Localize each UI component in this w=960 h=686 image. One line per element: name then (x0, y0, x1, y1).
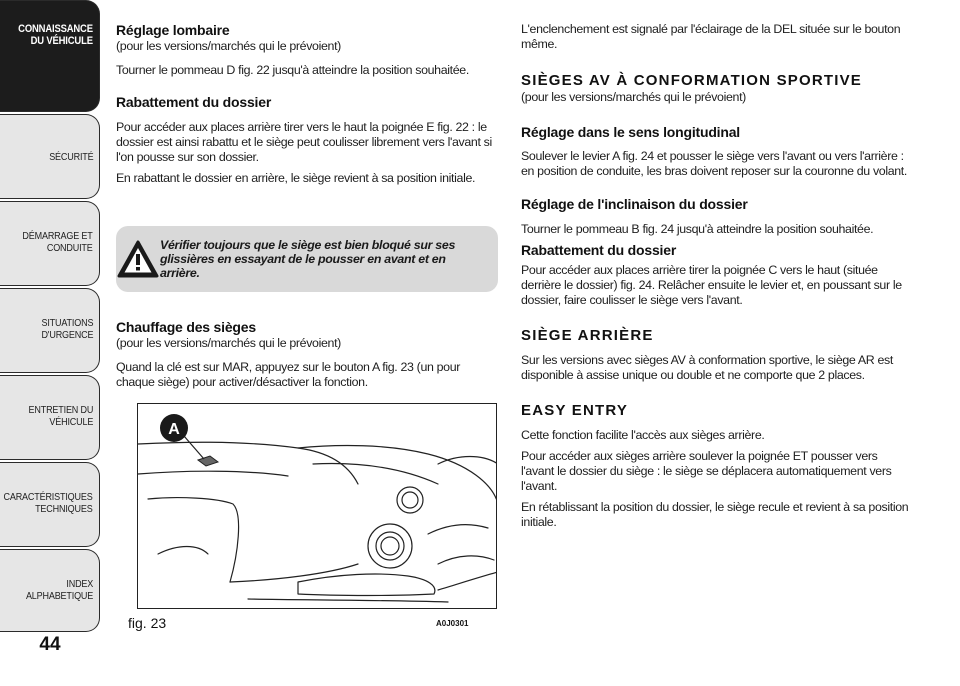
figure-caption: fig. 23 (128, 615, 167, 631)
heading-longitudinal: Réglage dans le sens longitudinal (521, 124, 740, 140)
fold-text-1: Pour accéder aux places arrière tirer vers le haut la poignée E fig. 22 : le dossier est ainsi rabattu et le siège peut coulisser librement vers l'avant si l'on pousse sur son dossier. (116, 120, 492, 164)
heating-subtitle: (pour les versions/marchés qui le prévoient) (116, 336, 341, 350)
figure-23-seat-illustration (137, 403, 497, 609)
recline-text: Tourner le pommeau B fig. 24 jusqu'à atteindre la position souhaitée. (521, 222, 874, 236)
heading-easy-entry: EASY ENTRY (521, 402, 629, 419)
fold-right-text: Pour accéder aux places arrière tirer la poignée C vers le haut (située derrière le dossier) fig. 24. Relâcher ensuite le levier et, en poussant sur le dossier, faire coulisser le siège vers l'avant. (521, 263, 902, 307)
tab-situations-d-urgence[interactable] (0, 288, 100, 373)
tab-label: INDEX ALPHABETIQUE (25, 578, 93, 602)
easy-entry-text-2: Pour accéder aux sièges arrière soulever la poignée ET pousser vers l'avant le dossier du siège : le siège se déplacera automatiquement vers l'avant. (521, 449, 892, 493)
left-column-lower (116, 319, 500, 390)
tab-label: CONNAISSANCE DU VÉHICULE (18, 23, 93, 47)
figure-code: A0J0301 (436, 619, 469, 628)
heading-heating: Chauffage des sièges (116, 319, 256, 335)
heading-fold: Rabattement du dossier (116, 94, 272, 110)
chapter-tabs (0, 0, 100, 686)
tab-label: DÉMARRAGE ET CONDUITE (22, 230, 93, 254)
sport-subtitle: (pour les versions/marchés qui le prévoient) (521, 90, 746, 104)
easy-entry-text-3: En rétablissant la position du dossier, le siège recule et revient à sa position initiale. (521, 500, 909, 529)
tab-index-alphabetique[interactable] (0, 549, 100, 632)
rear-seat-text: Sur les versions avec sièges AV à conformation sportive, le siège AR est disponible à assise unique ou double et ne comporte que 2 places. (521, 353, 893, 382)
warning-box (116, 226, 498, 292)
heading-fold-right: Rabattement du dossier (521, 242, 677, 258)
tab-caracteristiques-techniques[interactable] (0, 462, 100, 547)
heading-lumbar: Réglage lombaire (116, 22, 230, 38)
led-intro-text: L'enclenchement est signalé par l'éclairage de la DEL située sur le bouton même. (521, 22, 901, 51)
seat-drawing (138, 404, 497, 609)
heading-sport-seats: SIÈGES AV À CONFORMATION SPORTIVE (521, 72, 863, 89)
heading-rear-seat: SIÈGE ARRIÈRE (521, 327, 654, 344)
lumbar-subtitle: (pour les versions/marchés qui le prévoient) (116, 39, 341, 53)
lumbar-text: Tourner le pommeau D fig. 22 jusqu'à atteindre la position souhaitée. (116, 63, 469, 77)
figure-marker-a: A (168, 421, 180, 438)
warning-text: Vérifier toujours que le siège est bien bloqué sur ses glissières en essayant de le pousser en avant et en arrière. (160, 238, 456, 280)
tab-demarrage-et-conduite[interactable] (0, 201, 100, 286)
longitudinal-text: Soulever le levier A fig. 24 et pousser le siège vers l'avant ou vers l'arrière : en position de conduite, les bras doivent reposer sur la couronne du volant. (521, 149, 907, 178)
tab-label: ENTRETIEN DU VÉHICULE (28, 404, 93, 428)
page-number: 44 (39, 634, 61, 655)
tab-securite[interactable] (0, 114, 100, 199)
left-column (116, 22, 500, 186)
heading-recline: Réglage de l'inclinaison du dossier (521, 196, 748, 212)
tab-connaissance-du-vehicule[interactable] (0, 0, 100, 112)
tab-label: SÉCURITÉ (48, 151, 93, 163)
easy-entry-text-1: Cette fonction facilite l'accès aux sièges arrière. (521, 428, 765, 442)
right-column (521, 22, 913, 530)
tab-label: SITUATIONS D'URGENCE (41, 317, 93, 341)
tab-label: CARACTÉRISTIQUES TECHNIQUES (3, 491, 93, 515)
warning-triangle-icon (116, 239, 160, 279)
tab-entretien-du-vehicule[interactable] (0, 375, 100, 460)
heating-text: Quand la clé est sur MAR, appuyez sur le bouton A fig. 23 (un pour chaque siège) pour activer/désactiver la fonction. (116, 360, 461, 389)
fold-text-2: En rabattant le dossier en arrière, le siège revient à sa position initiale. (116, 171, 476, 185)
